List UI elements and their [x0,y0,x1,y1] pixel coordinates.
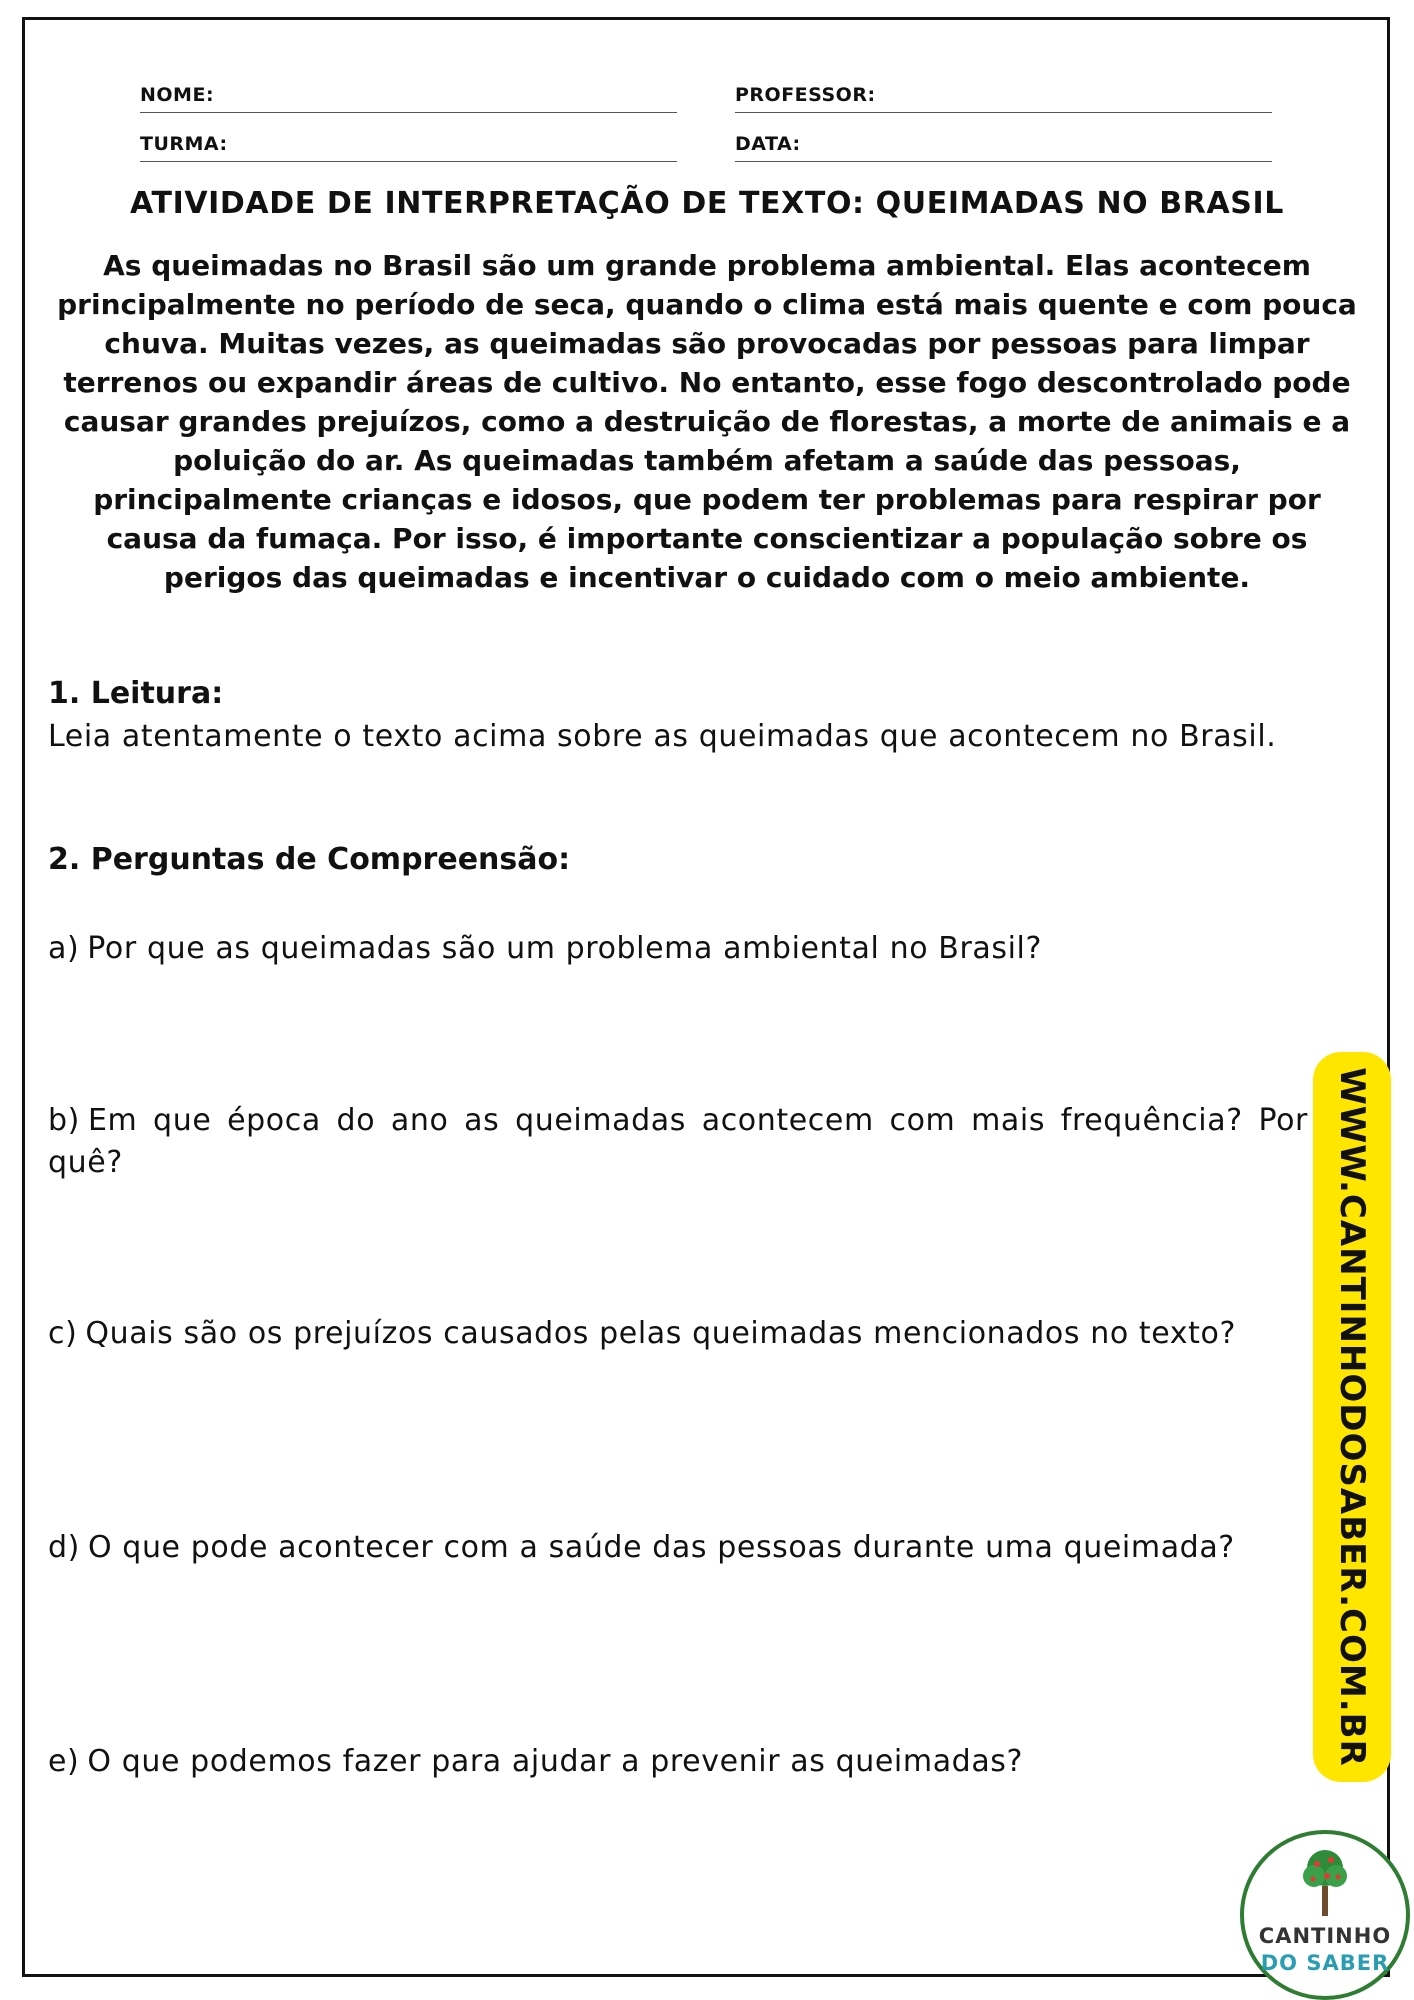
website-url: WWW.CANTINHODOSABER.COM.BR [1332,1067,1372,1767]
section-reading-heading: 1. Leitura: [48,676,224,711]
question-letter: c) [48,1316,78,1351]
logo-line1: CANTINHO [1258,1924,1392,1948]
class-field[interactable] [140,127,677,162]
teacher-label: PROFESSOR: [735,84,876,106]
question-letter: a) [48,931,80,966]
question-e [48,1741,1308,1783]
question-d [48,1527,1308,1569]
class-label: TURMA: [140,133,228,155]
question-text: O que podemos fazer para ajudar a prevenir as queimadas? [87,1744,1024,1779]
teacher-field[interactable] [735,78,1272,113]
website-banner [1313,1052,1391,1782]
name-label: NOME: [140,84,215,106]
question-a [48,928,1308,970]
name-field[interactable] [140,78,677,113]
question-text: Quais são os prejuízos causados pelas queimadas mencionados no texto? [85,1316,1236,1351]
cantinho-logo [1240,1830,1410,2000]
date-field[interactable] [735,127,1272,162]
question-letter: d) [48,1530,80,1565]
question-letter: e) [48,1744,80,1779]
page-title: ATIVIDADE DE INTERPRETAÇÃO DE TEXTO: QUEIMADAS NO BRASIL [130,186,1284,221]
logo-line2: DO SABER [1260,1951,1390,1975]
tree-icon [1301,1846,1349,1918]
question-letter: b) [48,1103,80,1138]
question-text: O que pode acontecer com a saúde das pessoas durante uma queimada? [87,1530,1235,1565]
question-c [48,1313,1308,1355]
section-reading-text: Leia atentamente o texto acima sobre as queimadas que acontecem no Brasil. [48,719,1277,754]
question-text: Em que época do ano as queimadas acontecem com mais frequência? Por quê? [48,1103,1308,1180]
question-b [48,1100,1308,1184]
date-label: DATA: [735,133,801,155]
question-text: Por que as queimadas são um problema ambiental no Brasil? [87,931,1043,966]
story-text: As queimadas no Brasil são um grande problema ambiental. Elas acontecem principalmente no período de seca, quando o clima está mais quente e com pouca chuva. Muitas vezes, as queimadas são provocadas por pessoas para limpar terrenos ou expandir áreas de cultivo. No entanto, esse fogo descontrolado pode causar grandes prejuízos, como a destruição de florestas, a morte de animais e a poluição do ar. As queimadas também afetam a saúde das pessoas, principalmente crianças e idosos, que podem ter problemas para respirar por causa da fumaça. Por isso, é importante conscientizar a população sobre os perigos das queimadas e incentivar o cuidado com o meio ambiente. [57,249,1357,594]
section-questions-heading: 2. Perguntas de Compreensão: [48,842,571,877]
